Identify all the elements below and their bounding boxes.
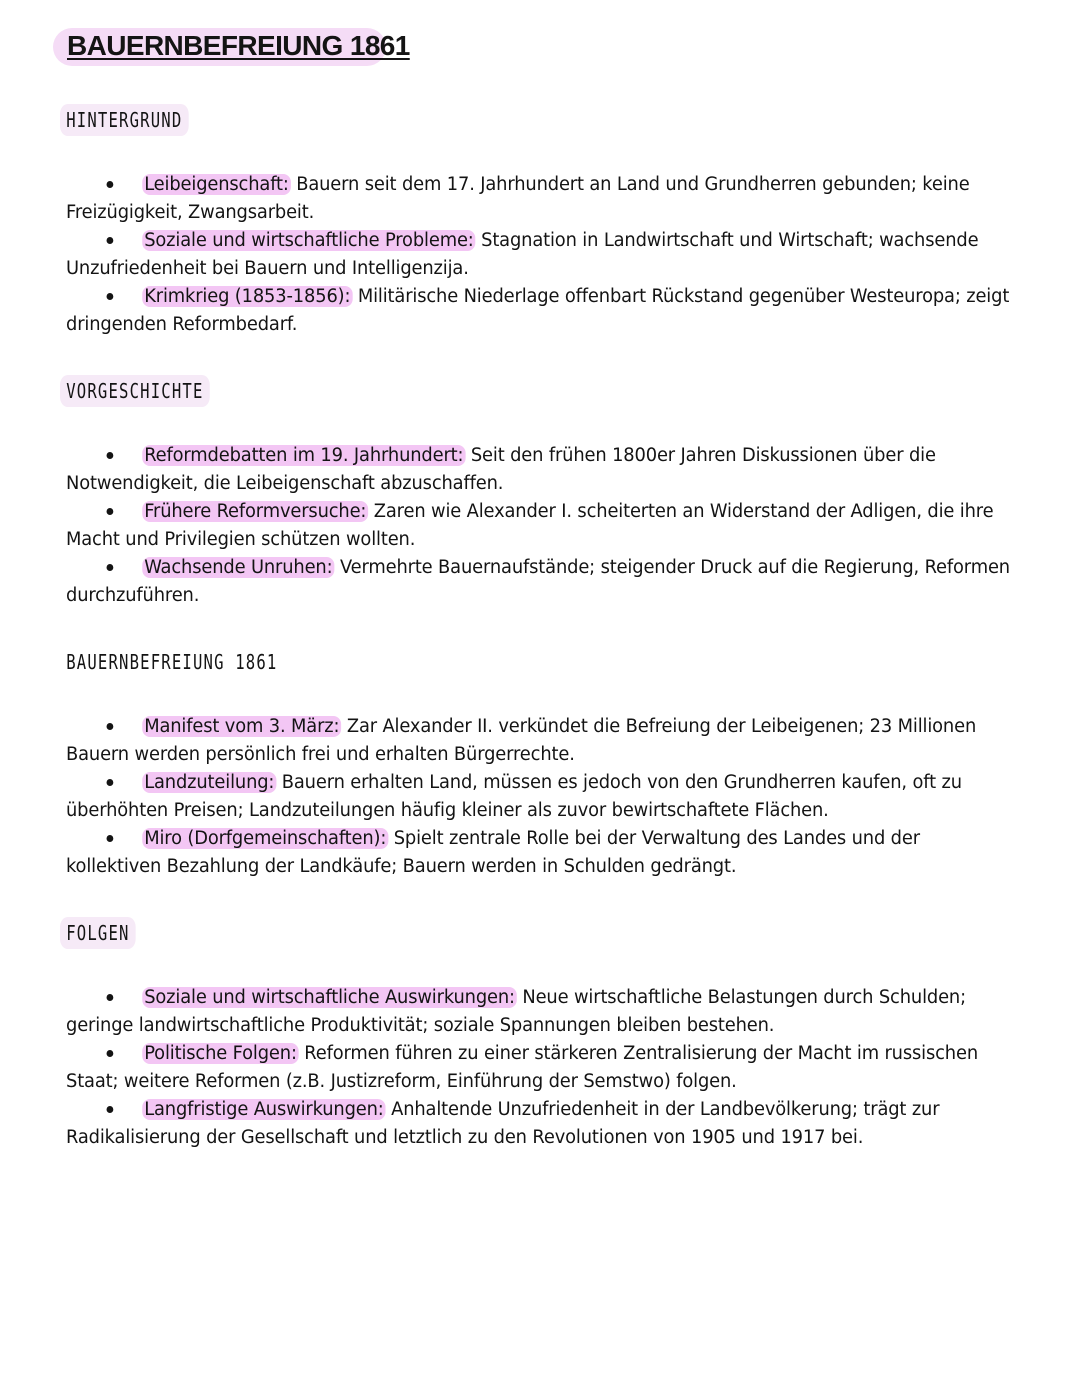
- item-label: Leibeigenschaft:: [144, 174, 289, 195]
- item-label: Manifest vom 3. März:: [144, 716, 340, 737]
- item-text: Neue wirtschaftliche Belastungen durch Schulden;: [522, 987, 966, 1008]
- list-item: [66, 1096, 1046, 1152]
- item-label: Wachsende Unruhen:: [144, 557, 333, 578]
- item-text: Seit den frühen 1800er Jahren Diskussionen über die: [470, 445, 936, 466]
- item-text-continued: kollektiven Bezahlung der Landkäufe; Bauern werden in Schulden gedrängt.: [66, 856, 737, 877]
- item-text-continued: dringenden Reformbedarf.: [66, 314, 298, 335]
- item-text: Bauern seit dem 17. Jahrhundert an Land und Grundherren gebunden; keine: [296, 174, 970, 195]
- section-heading: FOLGEN: [60, 917, 136, 949]
- item-label: Krimkrieg (1853-1856):: [144, 286, 351, 307]
- item-label: Langfristige Auswirkungen:: [144, 1099, 384, 1120]
- item-label: Landzuteilung:: [144, 772, 275, 793]
- item-text: Anhaltende Unzufriedenheit in der Landbevölkerung; trägt zur: [391, 1099, 940, 1120]
- list-item: [66, 984, 1046, 1040]
- list-item: [66, 227, 1046, 283]
- item-text: Bauern erhalten Land, müssen es jedoch von den Grundherren kaufen, oft zu: [281, 772, 962, 793]
- item-text-continued: Staat; weitere Reformen (z.B. Justizreform, Einführung der Semstwo) folgen.: [66, 1071, 737, 1092]
- item-text: Zar Alexander II. verkündet die Befreiung der Leibeigenen; 23 Millionen: [346, 716, 977, 737]
- page-title: BAUERNBEFREIUNG 1861: [67, 30, 410, 61]
- list-item: [66, 442, 1046, 498]
- item-text-continued: Macht und Privilegien schützen wollten.: [66, 529, 416, 550]
- item-text: Zaren wie Alexander I. scheiterten an Widerstand der Adligen, die ihre: [373, 501, 994, 522]
- item-text: Stagnation in Landwirtschaft und Wirtschaft; wachsende: [481, 230, 979, 251]
- item-text: Vermehrte Bauernaufstände; steigender Druck auf die Regierung, Reformen: [339, 557, 1010, 578]
- section-heading: HINTERGRUND: [60, 104, 189, 136]
- item-text-continued: Bauern werden persönlich frei und erhalten Bürgerrechte.: [66, 744, 575, 765]
- item-text-continued: Radikalisierung der Gesellschaft und letztlich zu den Revolutionen von 1905 und 1917 bei.: [66, 1127, 864, 1148]
- list-item: [66, 1040, 1046, 1096]
- list-item: [66, 283, 1046, 339]
- item-label: Politische Folgen:: [144, 1043, 297, 1064]
- list-item: [66, 825, 1046, 881]
- item-text-continued: Notwendigkeit, die Leibeigenschaft abzuschaffen.: [66, 473, 504, 494]
- list-item: [66, 171, 1046, 227]
- list-item: [66, 554, 1046, 610]
- item-text-continued: durchzuführen.: [66, 585, 200, 606]
- item-text-continued: geringe landwirtschaftliche Produktivität; soziale Spannungen bleiben bestehen.: [66, 1015, 775, 1036]
- list-item: [66, 769, 1046, 825]
- item-text-continued: Unzufriedenheit bei Bauern und Intelligenzija.: [66, 258, 469, 279]
- item-text-continued: Freizügigkeit, Zwangsarbeit.: [66, 202, 315, 223]
- item-label: Reformdebatten im 19. Jahrhundert:: [144, 445, 464, 466]
- item-text: Reformen führen zu einer stärkeren Zentralisierung der Macht im russischen: [304, 1043, 979, 1064]
- item-label: Frühere Reformversuche:: [144, 501, 367, 522]
- section-heading: VORGESCHICHTE: [60, 375, 210, 407]
- list-item: [66, 713, 1046, 769]
- item-label: Miro (Dorfgemeinschaften):: [144, 828, 387, 849]
- item-label: Soziale und wirtschaftliche Auswirkungen:: [144, 987, 515, 1008]
- item-label: Soziale und wirtschaftliche Probleme:: [144, 230, 474, 251]
- item-text: Spielt zentrale Rolle bei der Verwaltung des Landes und der: [393, 828, 920, 849]
- list-item: [66, 498, 1046, 554]
- item-text: Militärische Niederlage offenbart Rückstand gegenüber Westeuropa; zeigt: [357, 286, 1010, 307]
- section-heading: BAUERNBEFREIUNG 1861: [66, 650, 278, 674]
- title-highlight: [53, 28, 410, 66]
- item-text-continued: überhöhten Preisen; Landzuteilungen häufig kleiner als zuvor bewirtschaftete Flächen.: [66, 800, 829, 821]
